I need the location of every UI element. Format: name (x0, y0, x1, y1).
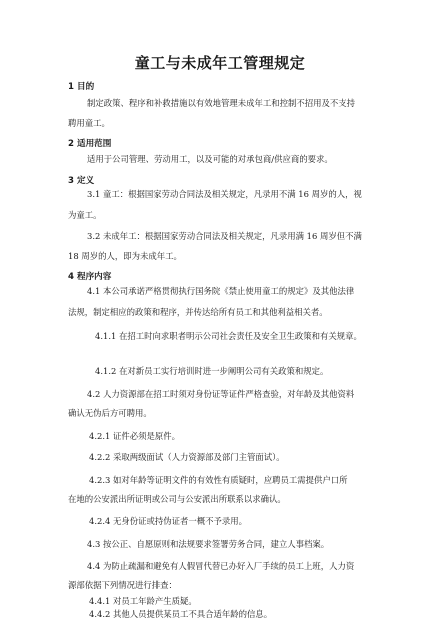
procedure-4-2-3-line-2: 在地的公安派出所证明或公司与公安派出所联系以求确认。 (68, 494, 286, 504)
procedure-4-4-1: 4.4.1 对员工年龄产生质疑。 (89, 596, 197, 606)
purpose-line-2: 聘用童工。 (68, 118, 110, 128)
procedure-4-3: 4.3 按公正、自愿原则和法规要求签署劳务合同，建立人事档案。 (87, 539, 330, 549)
procedure-4-4-line-2: 源部依据下列情况进行排查： (68, 580, 177, 590)
procedure-4-2-2: 4.2.2 采取两级面试（人力资源部及部门主管面试）。 (89, 452, 285, 462)
procedure-4-1-2: 4.1.2 在对新员工实行培训时进一步阐明公司有关政策和规定。 (95, 366, 329, 376)
section-heading-definitions: 3 定义 (68, 176, 95, 186)
procedure-4-1-line-1: 4.1 本公司承诺严格贯彻执行国务院《禁止使用童工的规定》及其他法律 (87, 286, 355, 296)
definition-3-1-line-2: 为童工。 (68, 210, 102, 220)
document-title: 童工与未成年工管理规定 (134, 54, 306, 72)
scope-line-1: 适用于公司管理、劳动用工，以及可能的对承包商/供应商的要求。 (87, 154, 333, 164)
procedure-4-2-3-line-1: 4.2.3 如对年龄等证明文件的有效性有质疑时，应聘员工需提供户口所 (89, 475, 348, 485)
procedure-4-2-4: 4.2.4 无身份证或持伪证者一概不予录用。 (89, 516, 247, 526)
procedure-4-2-line-1: 4.2 人力资源部在招工时须对身份证等证件严格查验，对年龄及其他资料 (87, 389, 355, 399)
procedure-4-4-2: 4.4.2 其他人员提供某员工不具合适年龄的信息。 (89, 609, 273, 619)
procedure-4-2-1: 4.2.1 证件必须是原件。 (89, 431, 180, 441)
definition-3-1-line-1: 3.1 童工：根据国家劳动合同法及相关规定，凡录用不满 16 周岁的人，视 (87, 189, 362, 199)
procedure-4-1-line-2: 法规，制定相应的政策和程序，并传达给所有员工和其他利益相关者。 (68, 307, 328, 317)
section-heading-procedure: 4 程序内容 (68, 272, 112, 282)
section-heading-purpose: 1 目的 (68, 82, 95, 92)
purpose-line-1: 制定政策、程序和补救措施以有效地管理未成年工和控制不招用及不支持 (87, 98, 355, 108)
section-heading-scope: 2 适用范围 (68, 139, 112, 149)
procedure-4-2-line-2: 确认无伪后方可聘用。 (68, 408, 152, 418)
definition-3-2-line-2: 18 周岁的人，即为未成年工。 (68, 251, 182, 261)
procedure-4-4-line-1: 4.4 为防止疏漏和避免有人假冒代替已办好入厂手续的员工上班，人力资 (87, 561, 355, 571)
definition-3-2-line-1: 3.2 未成年工：根据国家劳动合同法及相关规定，凡录用满 16 周岁但不满 (87, 231, 362, 241)
procedure-4-1-1: 4.1.1 在招工时向求职者明示公司社会责任及安全卫生政策和有关规章。 (95, 331, 362, 341)
